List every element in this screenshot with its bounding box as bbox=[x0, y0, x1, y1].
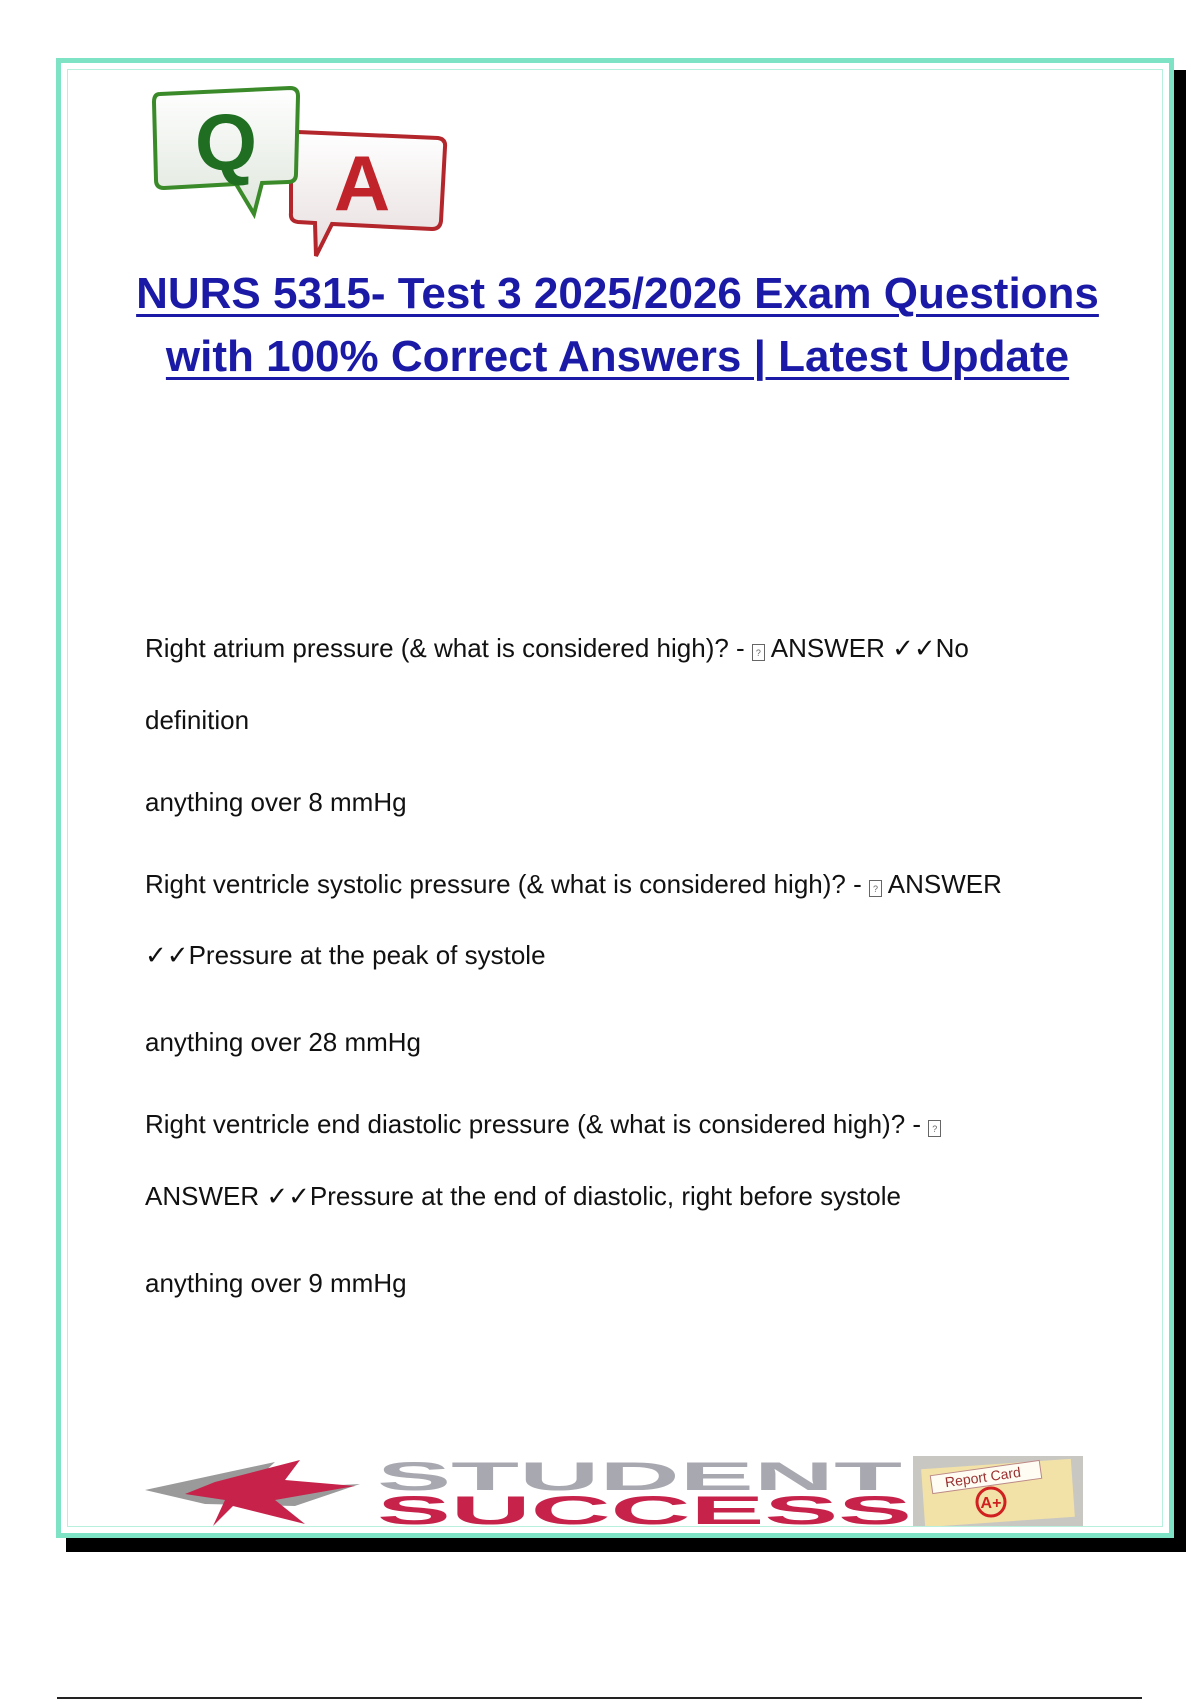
answer-2-value: anything over 28 mmHg bbox=[145, 1027, 422, 1057]
star-swoosh-icon bbox=[145, 1460, 360, 1526]
box-icon: ? bbox=[928, 1120, 941, 1137]
a-bubble bbox=[291, 132, 445, 256]
student-word: STUDENT bbox=[377, 1455, 902, 1499]
answer-1-label: ANSWER ✓✓No bbox=[764, 633, 969, 663]
box-icon: ? bbox=[869, 880, 882, 897]
question-3-text: Right ventricle end diastolic pressure (& what is considered high)? - bbox=[145, 1109, 929, 1139]
question-3-line-1 bbox=[145, 1106, 941, 1142]
q-bubble bbox=[154, 88, 298, 214]
question-1-line-1 bbox=[145, 630, 969, 666]
answer-2-label: ANSWER bbox=[881, 869, 1002, 899]
box-icon: ? bbox=[752, 644, 765, 661]
report-card-image bbox=[913, 1456, 1083, 1526]
report-card-label: Report Card bbox=[943, 1463, 1022, 1491]
question-2-line-1 bbox=[145, 866, 1002, 902]
answer-3-value: anything over 9 mmHg bbox=[145, 1268, 407, 1298]
answer-1-value: anything over 8 mmHg bbox=[145, 787, 407, 817]
success-word: SUCCESS bbox=[377, 1489, 912, 1528]
document-title[interactable]: NURS 5315- Test 3 2025/2026 Exam Questions with 100% Correct Answers | Latest Update bbox=[136, 269, 1099, 381]
question-2-line-2: ✓✓Pressure at the peak of systole bbox=[145, 940, 546, 970]
question-2-text: Right ventricle systolic pressure (& what is considered high)? - bbox=[145, 869, 869, 899]
question-1-line-2: definition bbox=[145, 705, 250, 735]
q-letter: Q bbox=[194, 98, 258, 187]
a-letter: A bbox=[333, 139, 391, 227]
question-1-text: Right atrium pressure (& what is considered high)? - bbox=[145, 633, 752, 663]
qa-logo bbox=[150, 86, 460, 266]
bottom-divider bbox=[57, 1697, 1142, 1699]
report-card-grade: A+ bbox=[980, 1495, 1002, 1512]
question-3-line-2: ANSWER ✓✓Pressure at the end of diastolic, right before systole bbox=[145, 1181, 902, 1211]
